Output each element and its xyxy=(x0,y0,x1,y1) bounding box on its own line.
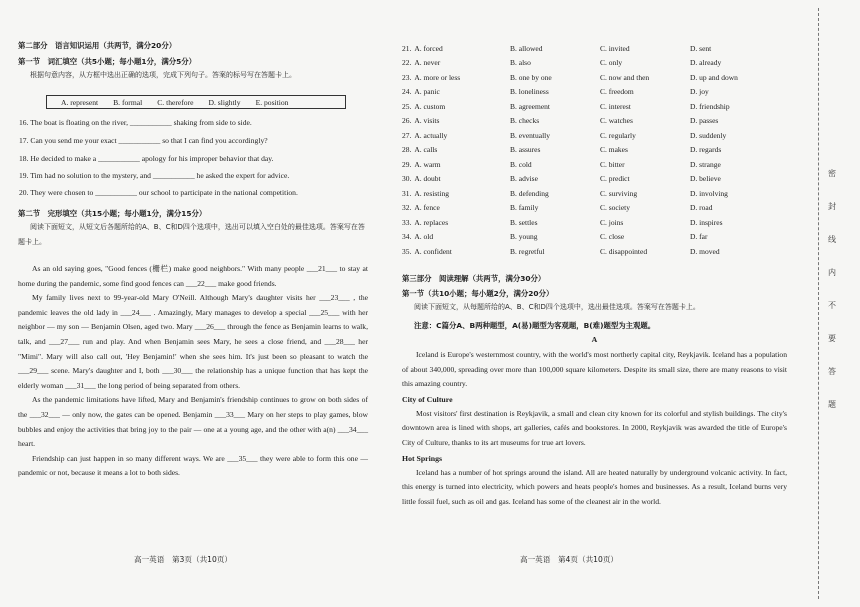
option-b: B. assures xyxy=(510,145,541,155)
seal-char: 内 xyxy=(828,268,836,277)
word-option: B. formal xyxy=(113,97,143,107)
option-d: D. strange xyxy=(690,159,721,169)
option-d: D. passes xyxy=(690,116,719,126)
option-text: A. confident xyxy=(414,246,452,256)
question-number: 30. xyxy=(402,174,412,184)
word-option: D. slightly xyxy=(208,97,241,107)
option-b: B. one by one xyxy=(510,72,552,82)
seal-char: 答 xyxy=(828,367,836,376)
reading-note: 注意：C篇分A、B两种题型，A(易)题型为客观题，B(难)题型为主观题。 xyxy=(414,321,656,330)
passage-paragraph: As an old saying goes, "Good fences (栅栏) make good neighbors." With many people ___21___ to stay at home during the pandemic, some find good fences can ___22___ make good friends. xyxy=(18,264,368,288)
option-row xyxy=(402,99,787,114)
option-b: B. allowed xyxy=(510,43,543,53)
part2-instruction: 阅读下面短文，从短文后各题所给的A、B、C和D四个选项中，选出可以填入空白处的最佳选项。答案写在答题卡上。 xyxy=(18,223,365,246)
option-row xyxy=(402,215,787,230)
question-number: 33. xyxy=(402,217,412,227)
option-text: A. more or less xyxy=(414,72,461,82)
question-number: 29. xyxy=(402,159,412,169)
option-row xyxy=(402,143,787,158)
vocab-question-16: 16. The boat is floating on the river, ___________ shaking from side to side. xyxy=(19,118,252,127)
option-c: C. now and then xyxy=(600,72,650,82)
part1-title: 第一节 词汇填空（共5小题；每小题1分，满分5分） xyxy=(18,57,197,66)
option-c: C. only xyxy=(600,58,623,68)
option-a xyxy=(402,128,510,143)
question-number: 35. xyxy=(402,246,412,256)
option-c: C. predict xyxy=(600,174,630,184)
option-row xyxy=(402,201,787,216)
word-box xyxy=(46,95,346,109)
option-text: A. old xyxy=(414,232,434,242)
option-d: D. road xyxy=(690,203,713,213)
option-a xyxy=(402,99,510,114)
option-text: A. never xyxy=(414,58,441,68)
option-a xyxy=(402,56,510,71)
option-row xyxy=(402,41,787,56)
option-c: C. freedom xyxy=(600,87,634,97)
left-page xyxy=(16,0,382,607)
option-row xyxy=(402,70,787,85)
option-text: A. fence xyxy=(414,203,440,213)
question-number: 25. xyxy=(402,101,412,111)
section-title: 第三部分 阅读理解（共两节，满分30分） xyxy=(402,274,546,283)
option-d: D. suddenly xyxy=(690,130,727,140)
option-a xyxy=(402,70,510,85)
seal-dashed-line xyxy=(818,8,819,599)
cloze-passage xyxy=(18,262,368,481)
seal-char: 题 xyxy=(828,400,836,409)
option-a xyxy=(402,186,510,201)
passage-paragraph: Friendship can just happen in so many different ways. We are ___35___ they were able to form this one — pandemic or not, because it means a lot to both sides. xyxy=(18,453,368,478)
option-d: D. moved xyxy=(690,246,720,256)
word-option: A. represent xyxy=(61,97,99,107)
option-text: A. resisting xyxy=(414,188,449,198)
option-d: D. already xyxy=(690,58,722,68)
vocab-question-19: 19. Tim had no solution to the mystery, and ___________ he asked the expert for advice. xyxy=(19,171,290,180)
question-number: 28. xyxy=(402,145,412,155)
word-option: C. therefore xyxy=(157,97,194,107)
option-c: C. regularly xyxy=(600,130,636,140)
option-text: A. visits xyxy=(414,116,440,126)
option-a xyxy=(402,143,510,158)
option-row xyxy=(402,85,787,100)
option-d: D. sent xyxy=(690,43,712,53)
option-a xyxy=(402,230,510,245)
question-number: 23. xyxy=(402,72,412,82)
part1-instruction: 阅读下面短文，从每题所给的A、B、C和D四个选项中，选出最佳选项。答案写在答题卡上。 xyxy=(414,303,700,311)
option-b: B. settles xyxy=(510,217,538,227)
passage-paragraph: Iceland has a number of hot springs around the island. All are heated naturally by underground volcanic activity. In fact, this energy is turned into electricity, which powers and heats people's homes and businesses. As a result, Iceland burns very little fossil fuel, such as oil and gas. Iceland has some of the cleanest air in the world. xyxy=(402,467,787,506)
page-footer: 高一英语 第3页（共10页） xyxy=(134,555,233,564)
option-text: A. doubt xyxy=(414,174,441,184)
seal-char: 要 xyxy=(828,334,836,343)
option-row xyxy=(402,157,787,172)
option-d: D. regards xyxy=(690,145,722,155)
option-text: A. actually xyxy=(414,130,448,140)
passage-intro: Iceland is Europe's westernmost country, with the world's most northerly capital city, Reykjavik. Iceland has a population of about 340,000, spreading over more than 100,000 square kilometers. Despite its small size, there are many reasons to visit this amazing country. xyxy=(402,350,787,389)
option-text: A. warm xyxy=(414,159,441,169)
option-a xyxy=(402,244,510,259)
option-row xyxy=(402,172,787,187)
option-a xyxy=(402,215,510,230)
option-row xyxy=(402,128,787,143)
option-a xyxy=(402,201,510,216)
question-number: 34. xyxy=(402,232,412,242)
option-c: C. close xyxy=(600,232,625,242)
option-text: A. panic xyxy=(414,87,440,97)
option-b: B. cold xyxy=(510,159,532,169)
options-table xyxy=(402,41,787,259)
option-b: B. checks xyxy=(510,116,540,126)
option-c: C. makes xyxy=(600,145,628,155)
reading-passage xyxy=(402,348,787,509)
question-number: 27. xyxy=(402,130,412,140)
option-a xyxy=(402,172,510,187)
page-footer: 高一英语 第4页（共10页） xyxy=(520,555,619,564)
option-text: A. calls xyxy=(414,145,438,155)
option-b: B. family xyxy=(510,203,539,213)
option-c: C. watches xyxy=(600,116,633,126)
option-b: B. young xyxy=(510,232,538,242)
option-text: A. replaces xyxy=(414,217,449,227)
option-row xyxy=(402,186,787,201)
option-b: B. defending xyxy=(510,188,549,198)
option-b: B. eventually xyxy=(510,130,550,140)
question-number: 26. xyxy=(402,116,412,126)
option-text: A. forced xyxy=(414,43,443,53)
vocab-question-17: 17. Can you send me your exact ___________ so that I can find you accordingly? xyxy=(19,136,268,145)
seal-line-strip xyxy=(808,0,860,607)
part1-instruction: 根据句意内容，从方框中选出正确的选项，完成下列句子。答案的标号写在答题卡上。 xyxy=(30,71,296,79)
option-c: C. society xyxy=(600,203,630,213)
option-row xyxy=(402,114,787,129)
option-c: C. interest xyxy=(600,101,631,111)
question-number: 21. xyxy=(402,43,412,53)
passage-heading: City of Culture xyxy=(402,394,453,404)
option-d: D. friendship xyxy=(690,101,730,111)
option-d: D. joy xyxy=(690,87,709,97)
option-a xyxy=(402,157,510,172)
passage-heading: Hot Springs xyxy=(402,453,443,463)
option-row xyxy=(402,230,787,245)
option-c: C. invited xyxy=(600,43,630,53)
seal-char: 封 xyxy=(828,202,836,211)
option-text: A. custom xyxy=(414,101,446,111)
question-number: 22. xyxy=(402,58,412,68)
option-c: C. bitter xyxy=(600,159,625,169)
question-number: 24. xyxy=(402,87,412,97)
option-b: B. loneliness xyxy=(510,87,549,97)
passage-paragraph: My family lives next to 99-year-old Mary O'Neill. Although Mary's daughter visits her ___23___ , the pandemic leaves the old lady in ___24___ . Amazingly, Mary manages to develop a special ___25___ with her neighbor — my son — Benjamin Olsen, aged two. Mary ___26___ through the fence as Benjamin learns to walk, talk, and ___27___ run and play. And when Benjamin sees Mary, he sees a close friend, and ___28___ her "Mimi". Mary will also call out, 'Hey Benjamin!' when she sees him. It's just been so pleasant to watch the ___29___ scene. Mary's daughter and I, both ___30___ the relationship has a unique function that has kept the elderly woman ___31___ the long period of being separated from others. xyxy=(18,293,368,390)
option-d: D. involving xyxy=(690,188,728,198)
option-c: C. surviving xyxy=(600,188,638,198)
passage-paragraph: As the pandemic limitations have lifted, Mary and Benjamin's friendship continues to grow on both sides of the ___32___ — only now, the gates can be opened. Benjamin ___33___ Mary on her steps to play games, blow bubbles and enjoy the activities that bring joy to the pair — one at a young age, and the other with a(n) ___34___ heart. xyxy=(18,395,368,449)
option-row xyxy=(402,244,787,259)
right-page xyxy=(402,0,794,607)
passage-paragraph: Most visitors' first destination is Reykjavik, a small and clean city known for its colorful and stylish buildings. The city's downtown area is lined with shops, art galleries, cafés and bookstores. In 2000, Reykjavik was awarded the title of Europe's City of Culture, thanks to its art museums for true art lovers. xyxy=(402,408,787,447)
option-b: B. also xyxy=(510,58,531,68)
option-c: C. disappointed xyxy=(600,246,648,256)
option-d: D. far xyxy=(690,232,708,242)
option-a xyxy=(402,114,510,129)
option-d: D. up and down xyxy=(690,72,738,82)
seal-char: 密 xyxy=(828,169,836,178)
option-d: D. believe xyxy=(690,174,721,184)
section-title: 第二部分 语言知识运用（共两节，满分20分） xyxy=(18,41,177,50)
passage-label: A xyxy=(591,335,598,344)
option-b: B. regretful xyxy=(510,246,545,256)
seal-char: 线 xyxy=(828,235,836,244)
option-d: D. inspires xyxy=(690,217,723,227)
question-number: 32. xyxy=(402,203,412,213)
question-number: 31. xyxy=(402,188,412,198)
option-a xyxy=(402,41,510,56)
word-option: E. position xyxy=(255,97,289,107)
vocab-question-18: 18. He decided to make a ___________ apology for his improper behavior that day. xyxy=(19,154,274,163)
part1-title: 第一节（共10小题；每小题2分，满分20分） xyxy=(402,289,554,298)
part2-title: 第二节 完形填空（共15小题；每小题1分，满分15分） xyxy=(18,209,207,218)
option-c: C. joins xyxy=(600,217,624,227)
option-row xyxy=(402,56,787,71)
option-b: B. advise xyxy=(510,174,538,184)
vocab-question-20: 20. They were chosen to ___________ our school to participate in the national competition. xyxy=(19,188,298,197)
seal-notice xyxy=(828,168,836,410)
option-a xyxy=(402,85,510,100)
seal-char: 不 xyxy=(828,301,836,310)
option-b: B. agreement xyxy=(510,101,550,111)
